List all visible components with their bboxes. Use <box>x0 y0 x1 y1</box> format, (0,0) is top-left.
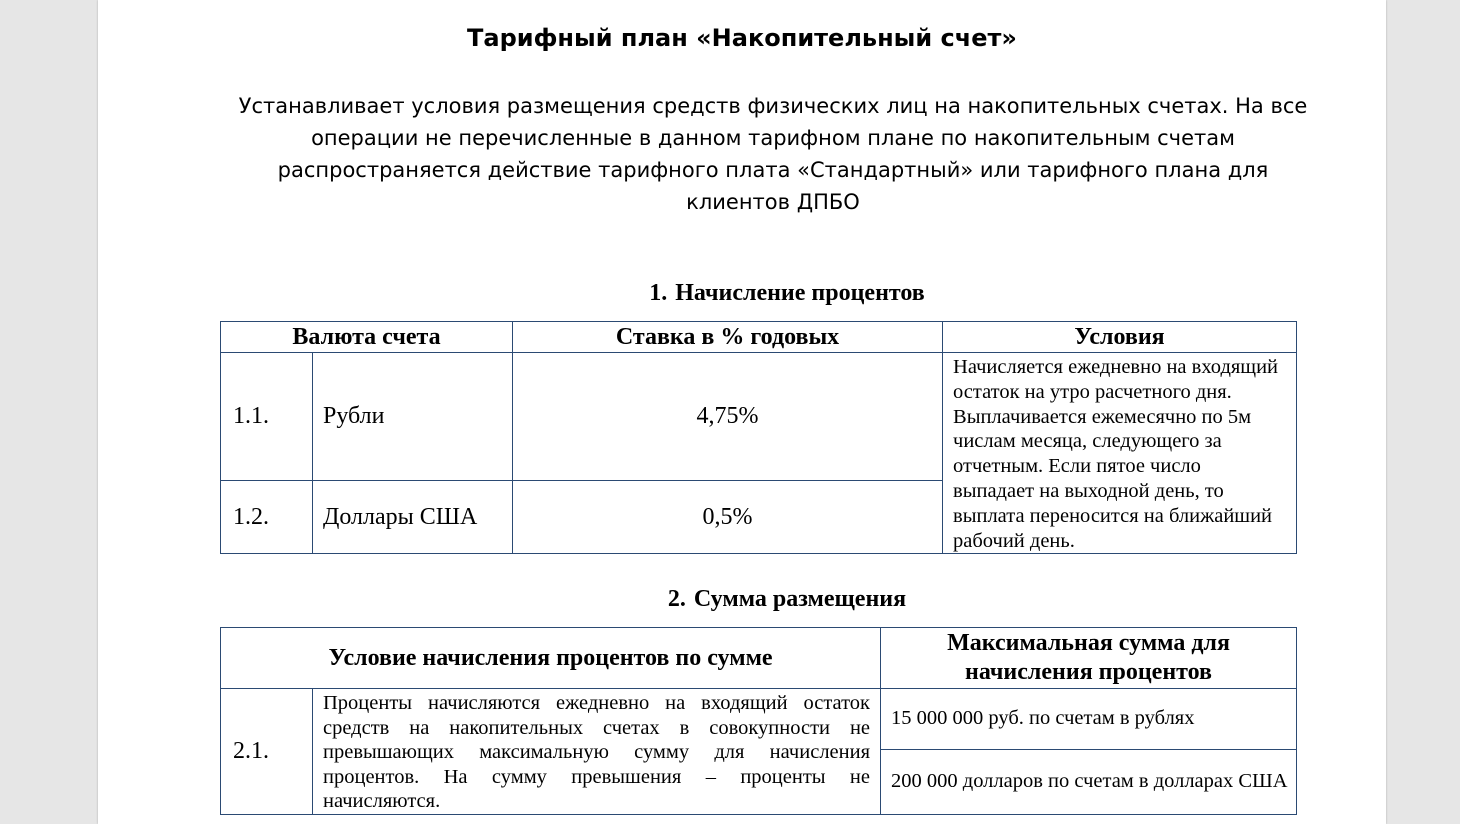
conditions-text: Начисляется ежедневно на входящий остаток на утро расчетного дня. Выплачивается ежемесячно по 5м числам месяца, следующего за отчетным. Если пятое число выпадает на выходной день, то выплата переносится на ближайший рабочий день. <box>943 353 1297 554</box>
row-rate: 0,5% <box>513 480 943 554</box>
document-title: Тарифный план «Накопительный счет» <box>467 24 1017 52</box>
document-intro: Устанавливает условия размещения средств физических лиц на накопительных счетах. На все операции не перечисленные в данном тарифном плане по накопительным счетам распространяется действие тарифного плата «Стандартный» или тарифного плана для клиентов ДПБО <box>238 94 1308 214</box>
interest-table <box>220 321 1297 554</box>
max-sum-usd: 200 000 долларов по счетам в долларах США <box>881 749 1297 814</box>
row-currency: Доллары США <box>313 480 513 554</box>
section1-number: 1. <box>649 280 668 306</box>
row-description: Проценты начисляются ежедневно на входящий остаток средств на накопительных счетах в совокупности не превышающих максимальную сумму для начисления процентов. На сумму превышения – проценты не начисляются. <box>313 689 881 815</box>
interest-table-header-row <box>221 322 1297 353</box>
placement-table <box>220 627 1297 815</box>
section2-title: Сумма размещения <box>693 586 907 612</box>
row-currency: Рубли <box>313 353 513 481</box>
table-row <box>221 353 1297 481</box>
header-rate: Ставка в % годовых <box>513 322 943 353</box>
section1-title: Начисление процентов <box>675 280 925 306</box>
header-currency: Валюта счета <box>221 322 513 353</box>
max-sum-rub: 15 000 000 руб. по счетам в рублях <box>881 689 1297 750</box>
placement-table-header-row <box>221 628 1297 689</box>
header-condition: Условие начисления процентов по сумме <box>221 628 881 689</box>
row-rate: 4,75% <box>513 353 943 481</box>
document-page <box>98 0 1386 824</box>
row-number: 1.2. <box>221 480 313 554</box>
header-max-sum: Максимальная сумма для начисления процентов <box>881 628 1297 689</box>
table-row <box>221 689 1297 750</box>
section2-heading <box>98 586 1386 613</box>
section1-heading <box>98 280 1386 307</box>
section2-number: 2. <box>667 586 686 612</box>
header-conditions: Условия <box>943 322 1297 353</box>
row-number: 1.1. <box>221 353 313 481</box>
row-number: 2.1. <box>221 689 313 815</box>
